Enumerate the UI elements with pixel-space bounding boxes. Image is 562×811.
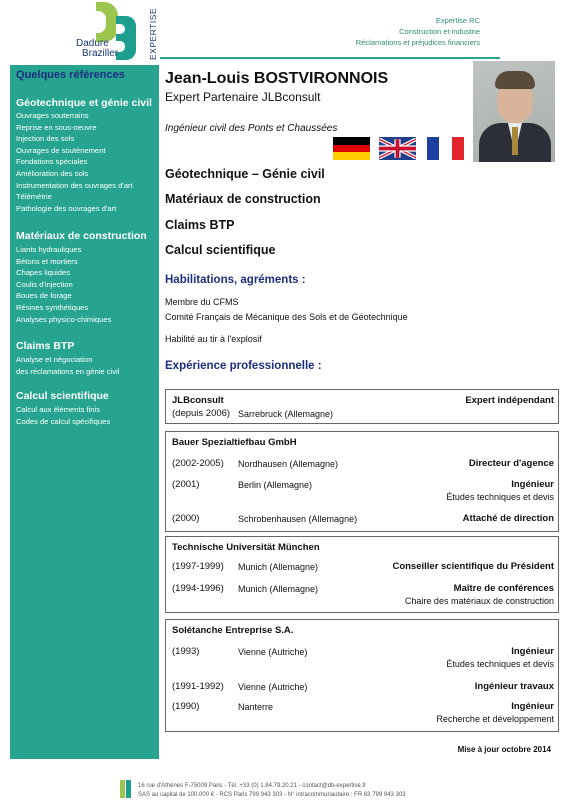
sidebar-item: Télémétrie — [16, 192, 52, 202]
logo-letter-b — [116, 16, 136, 60]
job-period: (2000) — [172, 513, 200, 524]
sidebar-section-title: Calcul scientifique — [16, 390, 109, 402]
job-period: (1991-1992) — [172, 681, 224, 692]
sidebar-section-list — [16, 244, 156, 325]
german-flag-icon — [333, 137, 370, 160]
sidebar-item: Injection des sols — [16, 134, 75, 144]
sidebar-item: Résines synthétiques — [16, 302, 89, 312]
tagline-line: Réclamations et préjudices financiers — [355, 38, 480, 47]
sidebar-item: Pathologie des ouvrages d'art — [16, 203, 117, 213]
company-name: Bauer Spezialtiefbau GmbH — [172, 437, 297, 448]
job-role: Maître de conférences — [453, 583, 554, 594]
job-period: (1994-1996) — [172, 583, 224, 594]
sidebar-section-list — [16, 354, 156, 377]
sidebar-section-title: Claims BTP — [16, 340, 75, 352]
header-tagline — [356, 15, 480, 48]
sidebar-item: Instrumentation des ouvrages d'art — [16, 180, 133, 190]
sidebar-item: Codes de calcul spécifiques — [16, 416, 111, 426]
job-place: Schrobenhausen (Allemagne) — [238, 514, 358, 524]
sidebar-section-list — [16, 110, 156, 214]
job-place: Sarrebruck (Allemagne) — [238, 409, 334, 419]
company-name: Technische Universität München — [172, 542, 320, 553]
footer-contact — [138, 782, 406, 800]
sidebar-item: Fondations spéciales — [16, 157, 88, 167]
references-sidebar — [10, 65, 159, 759]
sidebar-item: Ouvrages souterrains — [16, 111, 89, 120]
job-role: Ingénieur — [511, 701, 554, 712]
specialty-heading: Géotechnique – Génie civil — [165, 167, 325, 181]
logo-expertise-label: EXPERTISE — [148, 7, 158, 60]
job-role: Ingénieur travaux — [474, 681, 554, 692]
job-role: Expert indépendant — [465, 395, 554, 406]
sidebar-item: Amélioration des sols — [16, 168, 89, 178]
job-place: Vienne (Autriche) — [238, 682, 308, 692]
sidebar-item: des réclamations en génie civil — [16, 366, 120, 376]
job-place: Nordhausen (Allemagne) — [238, 459, 339, 469]
sidebar-section-list — [16, 404, 156, 427]
job-role-detail: Études techniques et devis — [446, 492, 554, 502]
uk-flag-icon — [379, 137, 416, 160]
company-logo — [72, 2, 162, 58]
habilitations-heading: Habilitations, agréments : — [165, 274, 306, 286]
job-role-detail: Recherche et développement — [436, 714, 554, 724]
job-role: Attaché de direction — [462, 513, 554, 524]
last-updated: Mise à jour octobre 2014 — [457, 745, 551, 754]
habilitation-line: Habilité au tir à l'explosif — [165, 334, 262, 344]
sidebar-title: Quelques références — [16, 69, 125, 81]
person-name: Jean-Louis BOSTVIRONNOIS — [165, 70, 389, 87]
job-place: Nanterre — [238, 702, 274, 712]
habilitation-line: Comité Français de Mécanique des Sols et de Géotechnique — [165, 312, 408, 322]
job-role: Conseiller scientifique du Président — [392, 561, 554, 572]
french-flag-icon — [427, 137, 464, 160]
person-degree: Ingénieur civil des Ponts et Chaussées — [165, 123, 338, 134]
job-place: Munich (Allemagne) — [238, 584, 319, 594]
job-role: Directeur d'agence — [468, 458, 554, 469]
job-place: Munich (Allemagne) — [238, 562, 319, 572]
job-role: Ingénieur — [511, 646, 554, 657]
job-role: Ingénieur — [511, 479, 554, 490]
tagline-line: Construction et industrie — [399, 27, 480, 36]
sidebar-item: Reprise en sous-oeuvre — [16, 122, 97, 132]
logo-name-braziller: Braziller — [82, 48, 119, 59]
footer-logo-mark — [120, 780, 125, 798]
sidebar-item: Bétons et mortiers — [16, 256, 78, 266]
job-period: (depuis 2006) — [172, 408, 231, 419]
job-role-detail: Chaire des matériaux de construction — [404, 596, 554, 606]
footer-logo-mark — [126, 780, 131, 798]
sidebar-item: Coulis d'injection — [16, 279, 73, 289]
sidebar-section-title: Matériaux de construction — [16, 230, 147, 242]
job-period: (2001) — [172, 479, 200, 490]
experience-box-soletanche — [165, 619, 559, 732]
experience-box-tum — [165, 536, 559, 613]
job-period: (1993) — [172, 646, 200, 657]
specialty-heading: Calcul scientifique — [165, 243, 276, 257]
experience-box-bauer — [165, 431, 559, 532]
sidebar-item: Analyse et négociation — [16, 355, 93, 364]
header-divider — [160, 57, 500, 59]
sidebar-section-title: Géotechnique et génie civil — [16, 97, 152, 109]
sidebar-item: Analyses physico-chimiques — [16, 314, 112, 324]
person-role: Expert Partenaire JLBconsult — [165, 90, 321, 104]
job-place: Berlin (Allemagne) — [238, 480, 313, 490]
job-place: Vienne (Autriche) — [238, 647, 308, 657]
habilitation-line: Membre du CFMS — [165, 297, 239, 307]
experience-heading: Expérience professionnelle : — [165, 360, 322, 372]
sidebar-item: Boues de forage — [16, 291, 72, 301]
job-period: (1990) — [172, 701, 200, 712]
sidebar-item: Ouvrages de soutènement — [16, 145, 106, 155]
logo-name-dadure: Dadure — [76, 38, 109, 49]
job-role-detail: Études techniques et devis — [446, 659, 554, 669]
company-name: Solétanche Entreprise S.A. — [172, 625, 294, 636]
tagline-line: Expertise RC — [435, 16, 480, 25]
specialty-heading: Matériaux de construction — [165, 192, 321, 206]
sidebar-item: Chapes liquides — [16, 268, 71, 278]
job-period: (2002-2005) — [172, 458, 224, 469]
sidebar-item: Calcul aux éléments finis — [16, 405, 100, 414]
specialty-heading: Claims BTP — [165, 218, 235, 232]
job-period: (1997-1999) — [172, 561, 224, 572]
sidebar-item: Liants hydrauliques — [16, 245, 82, 254]
company-name: JLBconsult — [172, 395, 224, 406]
footer-address: 16 rue d'Athènes F-75009 Paris - Tél. +33 (0) 1.84.79.20.21 - contact@db-expertise.fr — [138, 783, 367, 789]
footer-legal: SAS au capital de 100.000 € - RCS Paris 799 943 303 - N° intracommunautaire : FR 63 799 943 303 — [138, 792, 406, 798]
portrait-photo — [473, 61, 555, 162]
experience-box-jlbconsult — [165, 389, 559, 424]
